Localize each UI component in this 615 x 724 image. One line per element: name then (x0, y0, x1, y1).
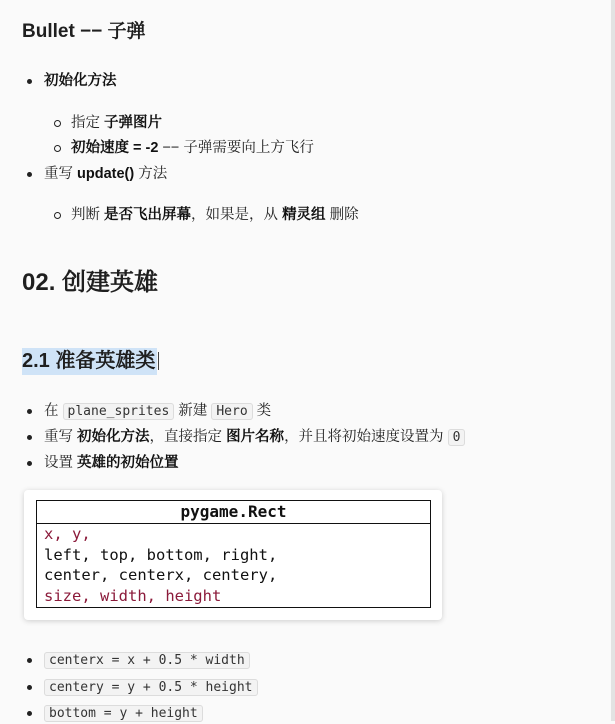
bullet-ring (54, 212, 61, 219)
uml-class-box (36, 500, 431, 608)
section-title-bullet: Bullet −− 子弹 (22, 21, 146, 42)
uml-attribute-row: size, width, height (44, 586, 222, 605)
inline-code: 0 (448, 429, 466, 446)
bullet-ring (54, 145, 61, 152)
inline-code: centerx = x + 0.5 * width (44, 652, 250, 669)
list-item-formula (44, 677, 258, 698)
bullet-dot (27, 658, 32, 663)
bullet-dot (27, 79, 32, 84)
inline-code: Hero (211, 403, 252, 420)
text-cursor (158, 352, 159, 370)
list-item-init: 初始化方法 (44, 73, 117, 89)
bullet-dot (27, 711, 32, 716)
inline-code: bottom = y + height (44, 705, 203, 722)
bullet-dot (27, 685, 32, 690)
uml-attribute-row: x, y, (44, 525, 91, 543)
list-item-override: 重写 update() 方法 (44, 166, 168, 182)
uml-attribute-row: left, top, bottom, right, (44, 545, 278, 564)
inline-code: centery = y + 0.5 * height (44, 679, 258, 696)
bullet-dot (27, 461, 32, 466)
list-item-formula (44, 650, 250, 671)
list-item-specify: 指定 子弹图片 (71, 115, 163, 131)
list-item-override-init: 重写 初始化方法，直接指定 图片名称，并且将初始速度设置为 0 (44, 427, 465, 448)
uml-class-title: pygame.Rect (37, 501, 430, 524)
selected-text[interactable]: 2.1 准备英雄类 (22, 348, 157, 375)
uml-attribute-row: center, centerx, centery, (44, 566, 278, 584)
list-item-set-position: 设置 英雄的初始位置 (44, 455, 179, 471)
list-item-new-hero: 在 plane_sprites 新建 Hero 类 (44, 403, 272, 419)
bullet-dot (27, 172, 32, 177)
rect-diagram-card (24, 490, 442, 620)
bullet-ring (54, 120, 61, 127)
list-item-speed: 初始速度 = -2 −− 子弹需要向上方飞行 (71, 140, 314, 156)
heading-prepare-hero-class (22, 344, 159, 373)
inline-code: plane_sprites (63, 403, 175, 420)
heading-create-hero: 02. 创建英雄 (22, 269, 159, 296)
scrollbar-track[interactable] (611, 0, 615, 721)
bullet-dot (27, 435, 32, 440)
list-item-judge: 判断 是否飞出屏幕，如果是，从 精灵组 删除 (71, 207, 359, 223)
bullet-dot (27, 409, 32, 414)
